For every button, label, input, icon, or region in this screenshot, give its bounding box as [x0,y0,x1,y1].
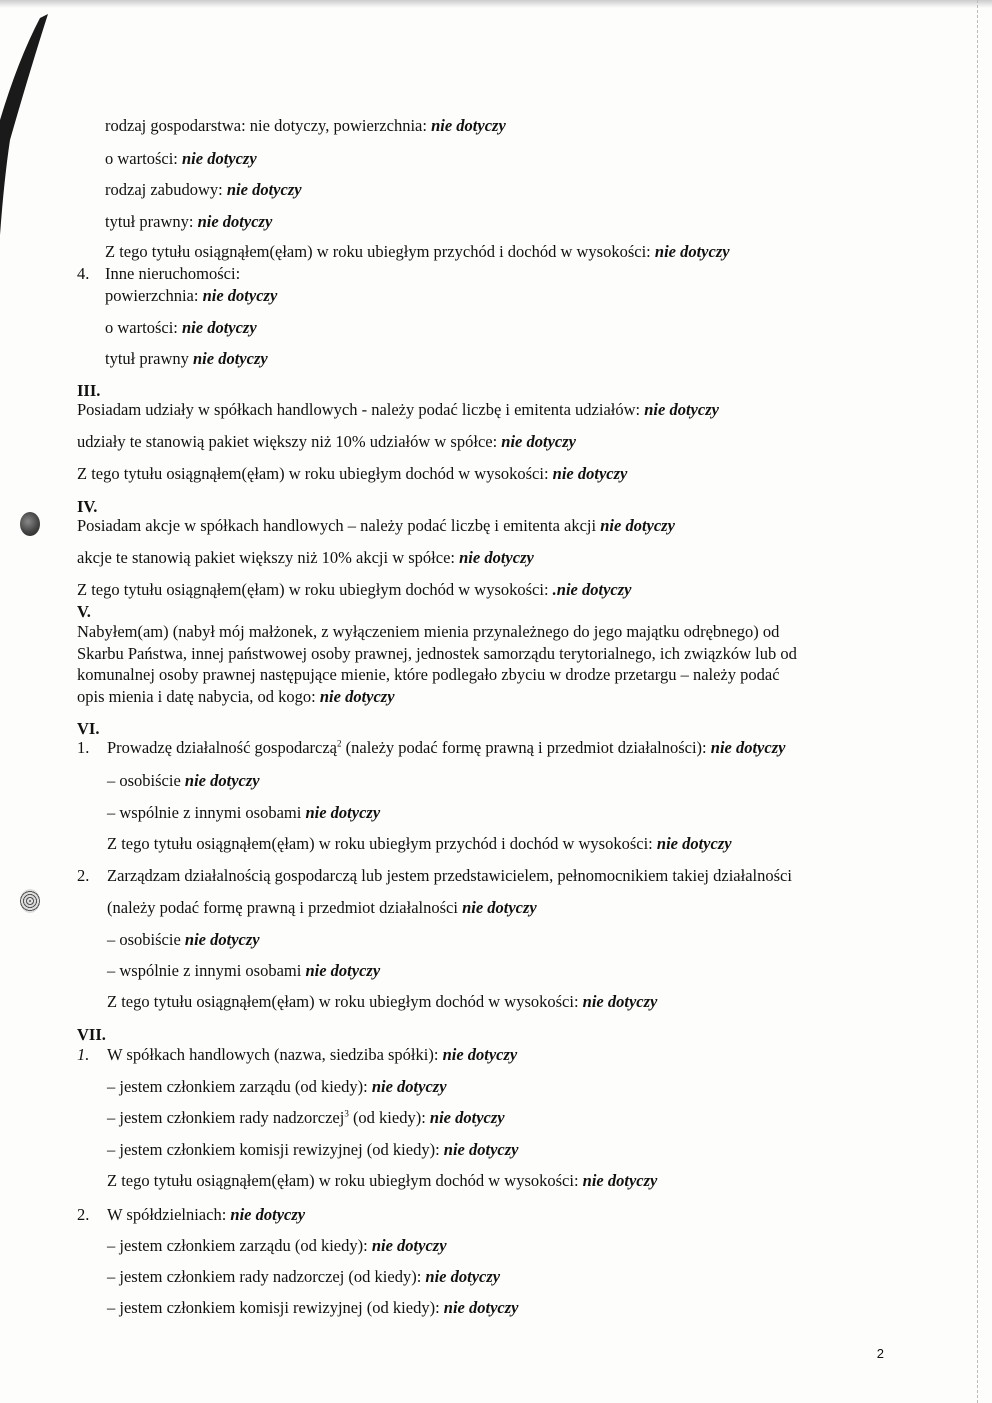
line-management-income: Z tego tytułu osiągnąłem(ęłam) w roku ubiegłym dochód w wysokości: nie dotyczy [107,992,658,1011]
line-stocks-package: akcje te stanowią pakiet większy niż 10% akcji w spółce: nie dotyczy [77,548,534,567]
item-number: 1. [77,1045,90,1064]
line-business-personal: – osobiście nie dotyczy [107,771,260,790]
paragraph-line: komunalnej osoby prawnej następujące mienie, które podlegało zbyciu w drodze przetargu – należy podać [77,665,780,684]
line-coop-audit: – jestem członkiem komisji rewizyjnej (od kiedy): nie dotyczy [107,1298,519,1317]
item-number: 2. [77,1205,90,1224]
scan-left-edge-mark [0,0,60,240]
line-company-board: – jestem członkiem zarządu (od kiedy): nie dotyczy [107,1077,447,1096]
line-farm-value: o wartości: nie dotyczy [105,149,257,168]
punch-hole-icon [20,512,40,536]
scan-right-edge [975,0,978,1403]
line-companies: W spółkach handlowych (nazwa, siedziba spółki): nie dotyczy [107,1045,518,1064]
item-number: 2. [77,866,90,885]
line-stocks-income: Z tego tytułu osiągnąłem(ęłam) w roku ubiegłym dochód w wysokości: .nie dotyczy [77,580,632,599]
line-company-income: Z tego tytułu osiągnąłem(ęłam) w roku ubiegłym dochód w wysokości: nie dotyczy [107,1171,658,1190]
line-other-area: powierzchnia: nie dotyczy [105,286,278,305]
section-heading: VII. [77,1025,106,1044]
section-heading: VI. [77,719,100,738]
section-heading: V. [77,602,91,621]
line-shares: Posiadam udziały w spółkach handlowych - należy podać liczbę i emitenta udziałów: nie dotyczy [77,400,719,419]
line-management-form: (należy podać formę prawną i przedmiot działalności nie dotyczy [107,898,537,917]
item-number: 4. [77,264,90,283]
line-company-audit: – jestem członkiem komisji rewizyjnej (od kiedy): nie dotyczy [107,1140,519,1159]
paragraph-line: Nabyłem(am) (nabył mój małżonek, z wyłączeniem mienia przynależnego do jego majątku odrębnego) od [77,622,780,641]
line-cooperatives: W spółdzielniach: nie dotyczy [107,1205,306,1224]
item-number: 1. [77,738,90,757]
paragraph-line: opis mienia i datę nabycia, od kogo: nie dotyczy [77,687,395,706]
line-shares-income: Z tego tytułu osiągnąłem(ęłam) w roku ubiegłym dochód w wysokości: nie dotyczy [77,464,628,483]
line-business-joint: – wspólnie z innymi osobami nie dotyczy [107,803,381,822]
line-farm-income: Z tego tytułu osiągnąłem(ęłam) w roku ubiegłym przychód i dochód w wysokości: nie dotyczy [105,242,730,261]
line-other-property: Inne nieruchomości: [105,264,241,283]
line-company-supervisory: – jestem członkiem rady nadzorczej$^3$ (od kiedy): nie dotyczy [107,1108,505,1127]
line-legal-title: tytuł prawny: nie dotyczy [105,212,273,231]
line-farm-type: rodzaj gospodarstwa: nie dotyczy, powierzchnia: nie dotyczy [105,116,506,135]
line-management-joint: – wspólnie z innymi osobami nie dotyczy [107,961,381,980]
scan-top-edge [0,0,992,8]
line-coop-board: – jestem członkiem zarządu (od kiedy): nie dotyczy [107,1236,447,1255]
line-building-type: rodzaj zabudowy: nie dotyczy [105,180,302,199]
line-management: Zarządzam działalnością gospodarczą lub jestem przedstawicielem, pełnomocnikiem takiej działalności [107,866,792,885]
line-coop-supervisory: – jestem członkiem rady nadzorczej (od kiedy): nie dotyczy [107,1267,501,1286]
paragraph-line: Skarbu Państwa, innej państwowej osoby prawnej, jednostek samorządu terytorialnego, ich związków lub od [77,644,797,663]
line-management-personal: – osobiście nie dotyczy [107,930,260,949]
line-shares-package: udziały te stanowią pakiet większy niż 10% udziałów w spółce: nie dotyczy [77,432,576,451]
page-number: 2 [876,1346,884,1361]
line-business-income: Z tego tytułu osiągnąłem(ęłam) w roku ubiegłym przychód i dochód w wysokości: nie dotyczy [107,834,732,853]
punch-hole-icon [20,889,40,913]
line-stocks: Posiadam akcje w spółkach handlowych – należy podać liczbę i emitenta akcji nie dotyczy [77,516,675,535]
line-other-title: tytuł prawny nie dotyczy [105,349,268,368]
line-business: Prowadzę działalność gospodarczą$^2$ (należy podać formę prawną i przedmiot działalności): nie dotyczy [107,738,786,757]
section-heading: IV. [77,497,98,516]
section-heading: III. [77,381,101,400]
line-other-value: o wartości: nie dotyczy [105,318,257,337]
